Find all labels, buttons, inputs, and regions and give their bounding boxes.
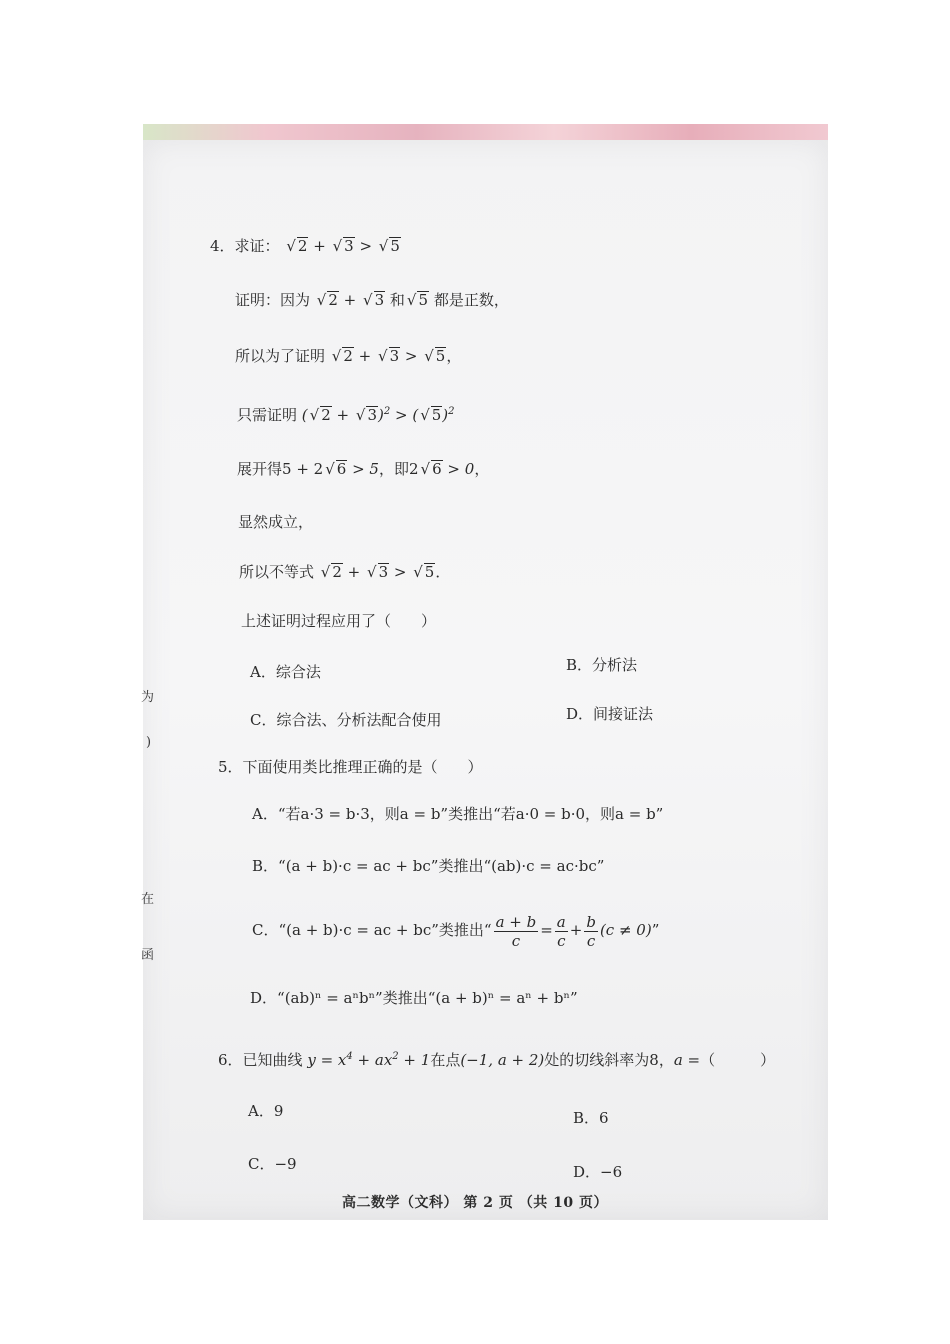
proof-text: 展开得 xyxy=(237,460,283,478)
math-expr: (−1, a + 2) xyxy=(460,1051,545,1069)
proof-text: 所以为了证明 xyxy=(235,347,326,365)
proof-text: 都是正数， xyxy=(433,291,509,309)
proof-text: 所以不等式 xyxy=(239,563,315,581)
math-expr: a xyxy=(673,1051,683,1069)
q5-option-c[interactable]: C．“(a + b)·c = ac + bc”类推出“ $\frac{a + b}{c}$ = $\frac{a}{c}$ + $\frac{b}{c}$ (c ≠ 0)” xyxy=(252,912,660,950)
q5-stem-text: 下面使用类比推理正确的是（ ） xyxy=(242,758,483,776)
q6-option-d[interactable]: D．−6 xyxy=(573,1163,623,1181)
proof-text: 证明：因为 xyxy=(235,291,311,309)
proof-text: 和 xyxy=(389,291,405,309)
page-footer: 高二数学（文科） 第 2 页 （共 10 页） xyxy=(342,1195,608,1211)
q5-option-d[interactable]: D．“(ab)ⁿ = aⁿbⁿ”类推出“(a + b)ⁿ = aⁿ + bⁿ” xyxy=(250,989,578,1007)
q4-inequality: √ 2 + √ 3 > √ 5 xyxy=(286,237,400,255)
fraction: $\frac{b}{c}$ xyxy=(586,912,596,950)
fraction: $\frac{a + b}{c}$ xyxy=(495,912,537,950)
q4-option-c[interactable]: C．综合法、分析法配合使用 xyxy=(250,711,442,729)
q5-option-a[interactable]: A．“若a·3 = b·3，则a = b”类推出“若a·0 = b·0，则a = b” xyxy=(252,805,664,823)
proof-text: 只需证明 xyxy=(237,406,298,424)
q5-number: 5． xyxy=(218,758,243,776)
math-expr: 2 √ 6 > 0 xyxy=(409,460,475,478)
math-expr: √ 2 + √ 3 xyxy=(316,291,385,309)
q4-proof-line-1 xyxy=(235,290,509,310)
margin-char: 为 xyxy=(141,690,155,705)
option-text: ” xyxy=(651,921,660,939)
margin-char: 在 xyxy=(141,892,155,907)
margin-char: ) xyxy=(146,735,152,750)
q4-option-d[interactable]: D．间接证法 xyxy=(566,705,654,723)
q6-option-b[interactable]: B．6 xyxy=(573,1109,609,1127)
q4-proof-line-2: 所以为了证明 √ 2 + √ 3 > √ 5， xyxy=(235,347,462,365)
q6-text: 已知曲线 xyxy=(242,1051,303,1069)
q4-proof-line-3 xyxy=(237,402,455,425)
q5-stem xyxy=(218,757,483,777)
fraction: $\frac{a}{c}$ xyxy=(556,912,566,950)
q6-text: 在点 xyxy=(430,1051,461,1069)
q6-option-c[interactable]: C．−9 xyxy=(248,1155,297,1173)
q4-option-a[interactable]: A．综合法 xyxy=(250,663,321,681)
q4-proof-line-6: 所以不等式 √ 2 + √ 3 > √ 5． xyxy=(239,563,451,581)
q4-option-b[interactable]: B．分析法 xyxy=(566,656,638,674)
q6-text: 处的切线斜率为8， xyxy=(544,1051,674,1069)
q6-number: 6． xyxy=(218,1051,243,1069)
q4-prompt: 求证： xyxy=(234,237,280,255)
math-expr: √ 5 xyxy=(406,291,429,309)
q4-number: 4． xyxy=(210,237,235,255)
margin-char: 函 xyxy=(141,948,155,963)
math-expr: 5 + 2 √ 6 > 5 xyxy=(282,460,379,478)
math-expr: √ 2 + √ 3 > √ 5 xyxy=(331,347,446,365)
option-text: C．“(a + b)·c = ac + bc”类推出“ xyxy=(252,921,492,939)
math-expr: ( √ 2 + √ 3)$^2$ > ( √ 5)$^2$ xyxy=(301,406,455,424)
q6-option-a[interactable]: A．9 xyxy=(248,1102,284,1120)
q4-question: 上述证明过程应用了（ ） xyxy=(241,612,437,630)
math-expr: $y = x^4 + ax^2 + 1$ xyxy=(307,1051,431,1069)
q4-proof-line-4: 展开得5 + 2 √ 6 > 5，即2 √ 6 > 0， xyxy=(237,460,490,478)
q6-stem: 6．已知曲线 $y = x^4 + ax^2 + 1$在点(−1, a + 2)处的切线斜率为8，a =（ ） xyxy=(218,1051,776,1069)
q4-proof-line-5: 显然成立， xyxy=(238,513,314,531)
q4-statement xyxy=(210,236,401,256)
proof-text: ，即 xyxy=(378,460,409,478)
q5-option-b[interactable]: B．“(a + b)·c = ac + bc”类推出“(ab)·c = ac·bc” xyxy=(252,857,605,875)
math-expr: √ 2 + √ 3 > √ 5 xyxy=(320,563,435,581)
